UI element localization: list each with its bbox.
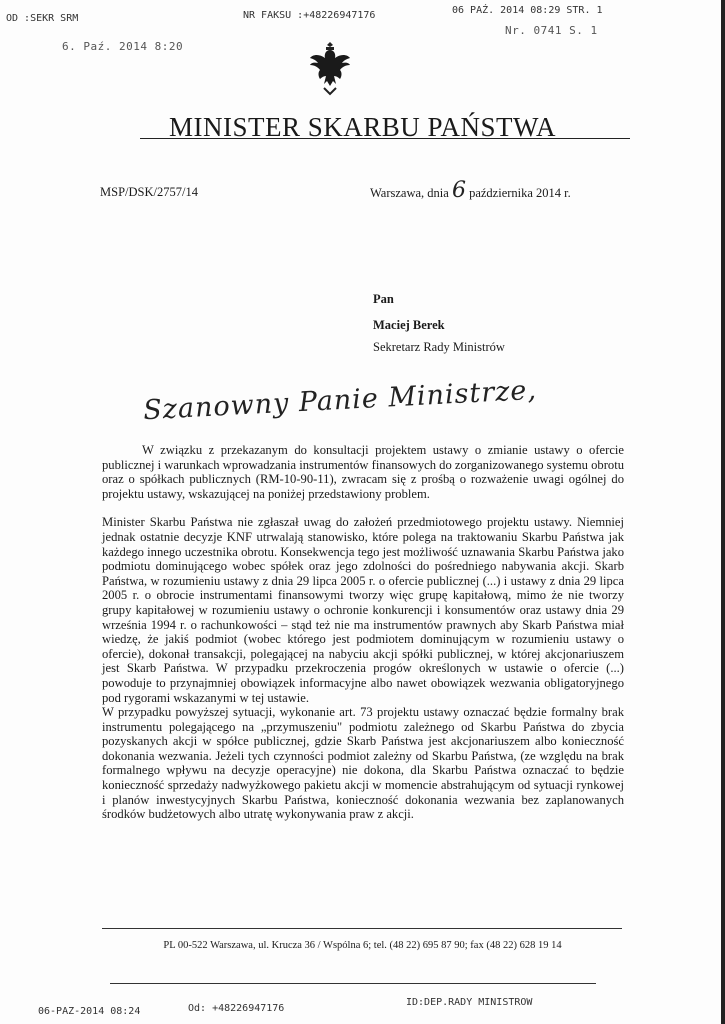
- scan-edge: [721, 0, 725, 1024]
- paragraph-3: W przypadku powyższej sytuacji, wykonanie art. 73 projektu ustawy oznaczać będzie formalny brak instrumentu polegającego na „przymuszeniu" podmiotu zależnego od Skarbu Państwa do zbycia pozyskanych akcji w spółce publicznej, gdzie Skarb Państwa jest akcjonariuszem albo konieczność dokonania wezwania. Jeżeli tych czynności podmiot zależny od Skarbu Państwa, (ze względu na brak formalnego wpływu na decyzje operacyjne) nie dokona, dla Skarbu Państwa oznaczać to będzie konieczność sprzedaży nadwyżkowego pakietu akcji w momencie abstrahującym od sytuacji rynkowej i planów inwestycyjnych Skarbu Państwa, konieczność dokonania wezwania bez zaplanowanych środków budżetowych albo utratę wykonywania praw z akcji.: [102, 705, 624, 822]
- fax-datetime-page: 06 PAŹ. 2014 08:29 STR. 1: [452, 5, 603, 16]
- recipient-salutation: Pan: [373, 292, 394, 306]
- recipient-name: Maciej Berek: [373, 318, 445, 332]
- footer-address: PL 00-522 Warszawa, ul. Krucza 36 / Wspólna 6; tel. (48 22) 695 87 90; fax (48 22) 628 19 14: [163, 940, 562, 951]
- recipient-position: Sekretarz Rady Ministrów: [373, 340, 505, 354]
- footer-divider-top: [102, 928, 622, 929]
- handwritten-greeting: Szanowny Panie Ministrze,: [142, 374, 538, 427]
- footer-divider-bottom: [110, 983, 596, 984]
- letterhead-title: MINISTER SKARBU PAŃSTWA: [168, 112, 557, 142]
- received-stamp: 6. Paź. 2014 8:20: [62, 40, 184, 53]
- date-suffix: października 2014 r.: [469, 186, 571, 200]
- title-divider: [140, 138, 630, 139]
- polish-eagle-emblem: [309, 38, 351, 98]
- fax-footer-id: ID:DEP.RADY MINISTROW: [406, 997, 533, 1008]
- fax-number: NR FAKSU :+48226947176: [243, 10, 376, 21]
- paragraph-1: W związku z przekazanym do konsultacji projektem ustawy o zmianie ustawy o ofercie publicznej i warunkach wprowadzania instrumentów finansowych do zorganizowanego systemu obrotu oraz o spółkach publicznych (RM-10-90-11), zwracam się z prośbą o rozważenie uwagi ogólnej do projektu ustawy, wskazującej na poniżej przedstawiony problem.: [102, 443, 624, 501]
- paragraph-2: Minister Skarbu Państwa nie zgłaszał uwag do założeń przedmiotowego projektu ustawy. Niemniej jednak ostatnie decyzje KNF utrwalają stanowisko, które polega na traktowaniu Skarbu Państwa jak każdego innego uczestnika obrotu. Konsekwencja tego jest możliwość uznawania Skarbu Państwa jako podmiotu dominującego wobec spółek oraz jego zdolności do pośredniego nabywania akcji. Skarb Państwa, w rozumieniu ustawy z dnia 29 lipca 2005 r. o ofercie publicznej (...) i ustawy z dnia 29 lipca 2005 r. o obrocie instrumentami finansowymi tworzy więc grupę kapitałową, mimo że nie tworzy grupy kapitałowej w rozumieniu ustawy o ochronie konkurencji i konsumentów oraz ustawy dnia 29 września 1994 r. o rachunkowości – stąd też nie ma instrumentów prawnych aby Skarb Państwa miał wiedzę, że jakiś podmiot (wobec którego jest podmiotem dominującym w rozumieniu ustawy o ofercie), dokonał transakcji, polegającej na nabyciu akcji spółki publicznej, w której akcjonariuszem jest Skarb Państwa. W przypadku przekroczenia progów określonych w ustawie o ofercie (...) powoduje to przynajmniej obowiązek informacyjne albo nawet obowiązek wezwania obligatoryjnego pod rygorami wskazanymi w tej ustawie.: [102, 515, 624, 705]
- reference-number: MSP/DSK/2757/14: [100, 185, 198, 199]
- date-prefix: Warszawa, dnia: [370, 186, 449, 200]
- letter-date: [370, 178, 571, 203]
- fax-sender: OD :SEKR SRM: [6, 13, 79, 24]
- document-number-stamp: Nr. 0741 S. 1: [505, 24, 598, 37]
- date-day: 6: [451, 178, 466, 203]
- fax-footer-sender: Od: +48226947176: [188, 1003, 285, 1014]
- letter-body: [102, 443, 624, 822]
- fax-footer-datetime: 06-PAZ-2014 08:24: [38, 1006, 141, 1017]
